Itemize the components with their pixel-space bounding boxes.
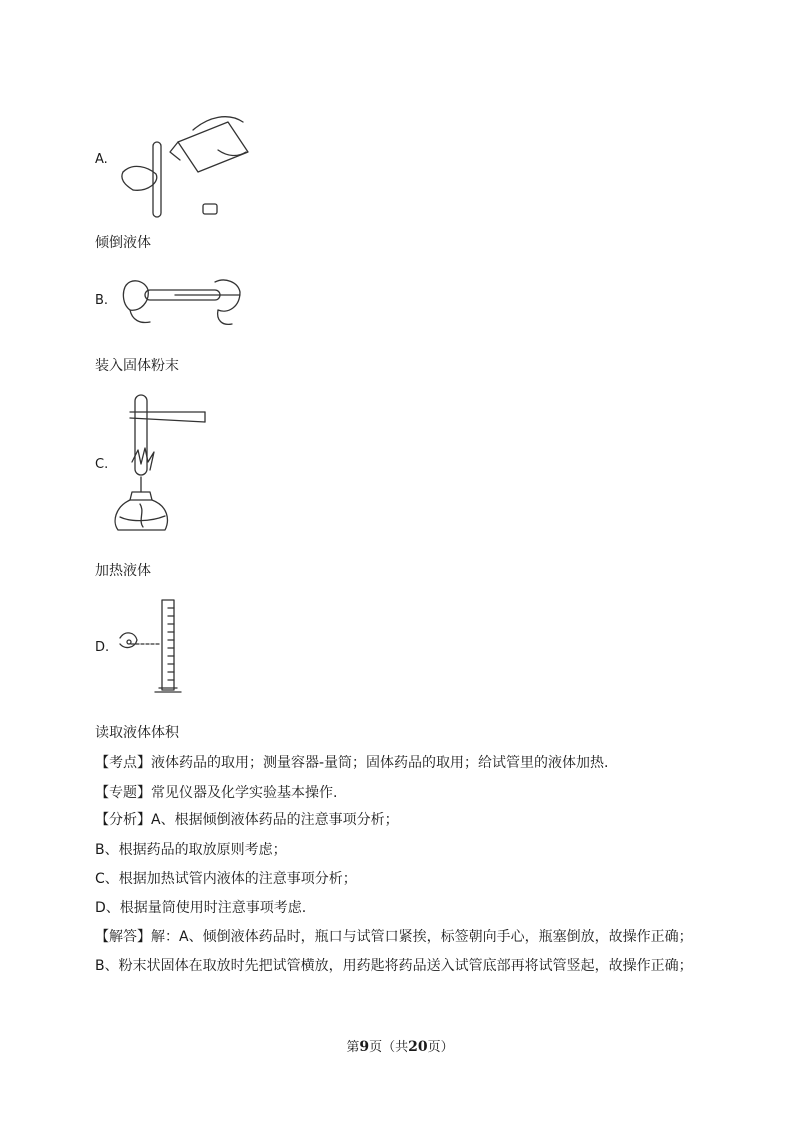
option-c-label: C. xyxy=(95,457,109,472)
fenxi-line: C、根据加热试管内液体的注意事项分析； xyxy=(95,871,357,887)
option-d-label: D. xyxy=(95,640,110,655)
jieda-line: 【解答】解：A、倾倒液体药品时，瓶口与试管口紧挨，标签朝向手心，瓶塞倒放，故操作正确； xyxy=(95,929,693,945)
footer-page-number: 9 xyxy=(359,1039,370,1055)
fenxi-line: D、根据量筒使用时注意事项考虑. xyxy=(95,900,307,916)
option-b-caption: 装入固体粉末 xyxy=(95,358,179,374)
footer-prefix: 第 xyxy=(346,1040,360,1055)
zhuanti-line: 【专题】常见仪器及化学实验基本操作. xyxy=(95,785,338,801)
option-d-caption: 读取液体体积 xyxy=(95,725,179,741)
fenxi-line: B、根据药品的取放原则考虑； xyxy=(95,842,287,858)
page-footer xyxy=(0,1036,800,1055)
option-a-caption: 倾倒液体 xyxy=(95,235,151,251)
footer-middle: 页（共 xyxy=(369,1040,409,1055)
option-b-label: B. xyxy=(95,293,109,308)
load-powder-illustration xyxy=(120,272,245,332)
kaodian-line: 【考点】液体药品的取用；测量容器-量筒；固体药品的取用；给试管里的液体加热. xyxy=(95,755,609,771)
pour-liquid-illustration xyxy=(118,112,258,222)
fenxi-line: 【分析】A、根据倾倒液体药品的注意事项分析； xyxy=(95,812,399,828)
jieda-line: B、粉末状固体在取放时先把试管横放，用药匙将药品送入试管底部再将试管竖起，故操作正确； xyxy=(95,958,693,974)
option-a-label: A. xyxy=(95,152,108,167)
read-volume-illustration xyxy=(115,598,195,698)
footer-total-pages: 20 xyxy=(408,1039,428,1055)
option-c-caption: 加热液体 xyxy=(95,563,151,579)
footer-suffix: 页） xyxy=(427,1040,454,1055)
heat-liquid-illustration xyxy=(110,392,220,542)
